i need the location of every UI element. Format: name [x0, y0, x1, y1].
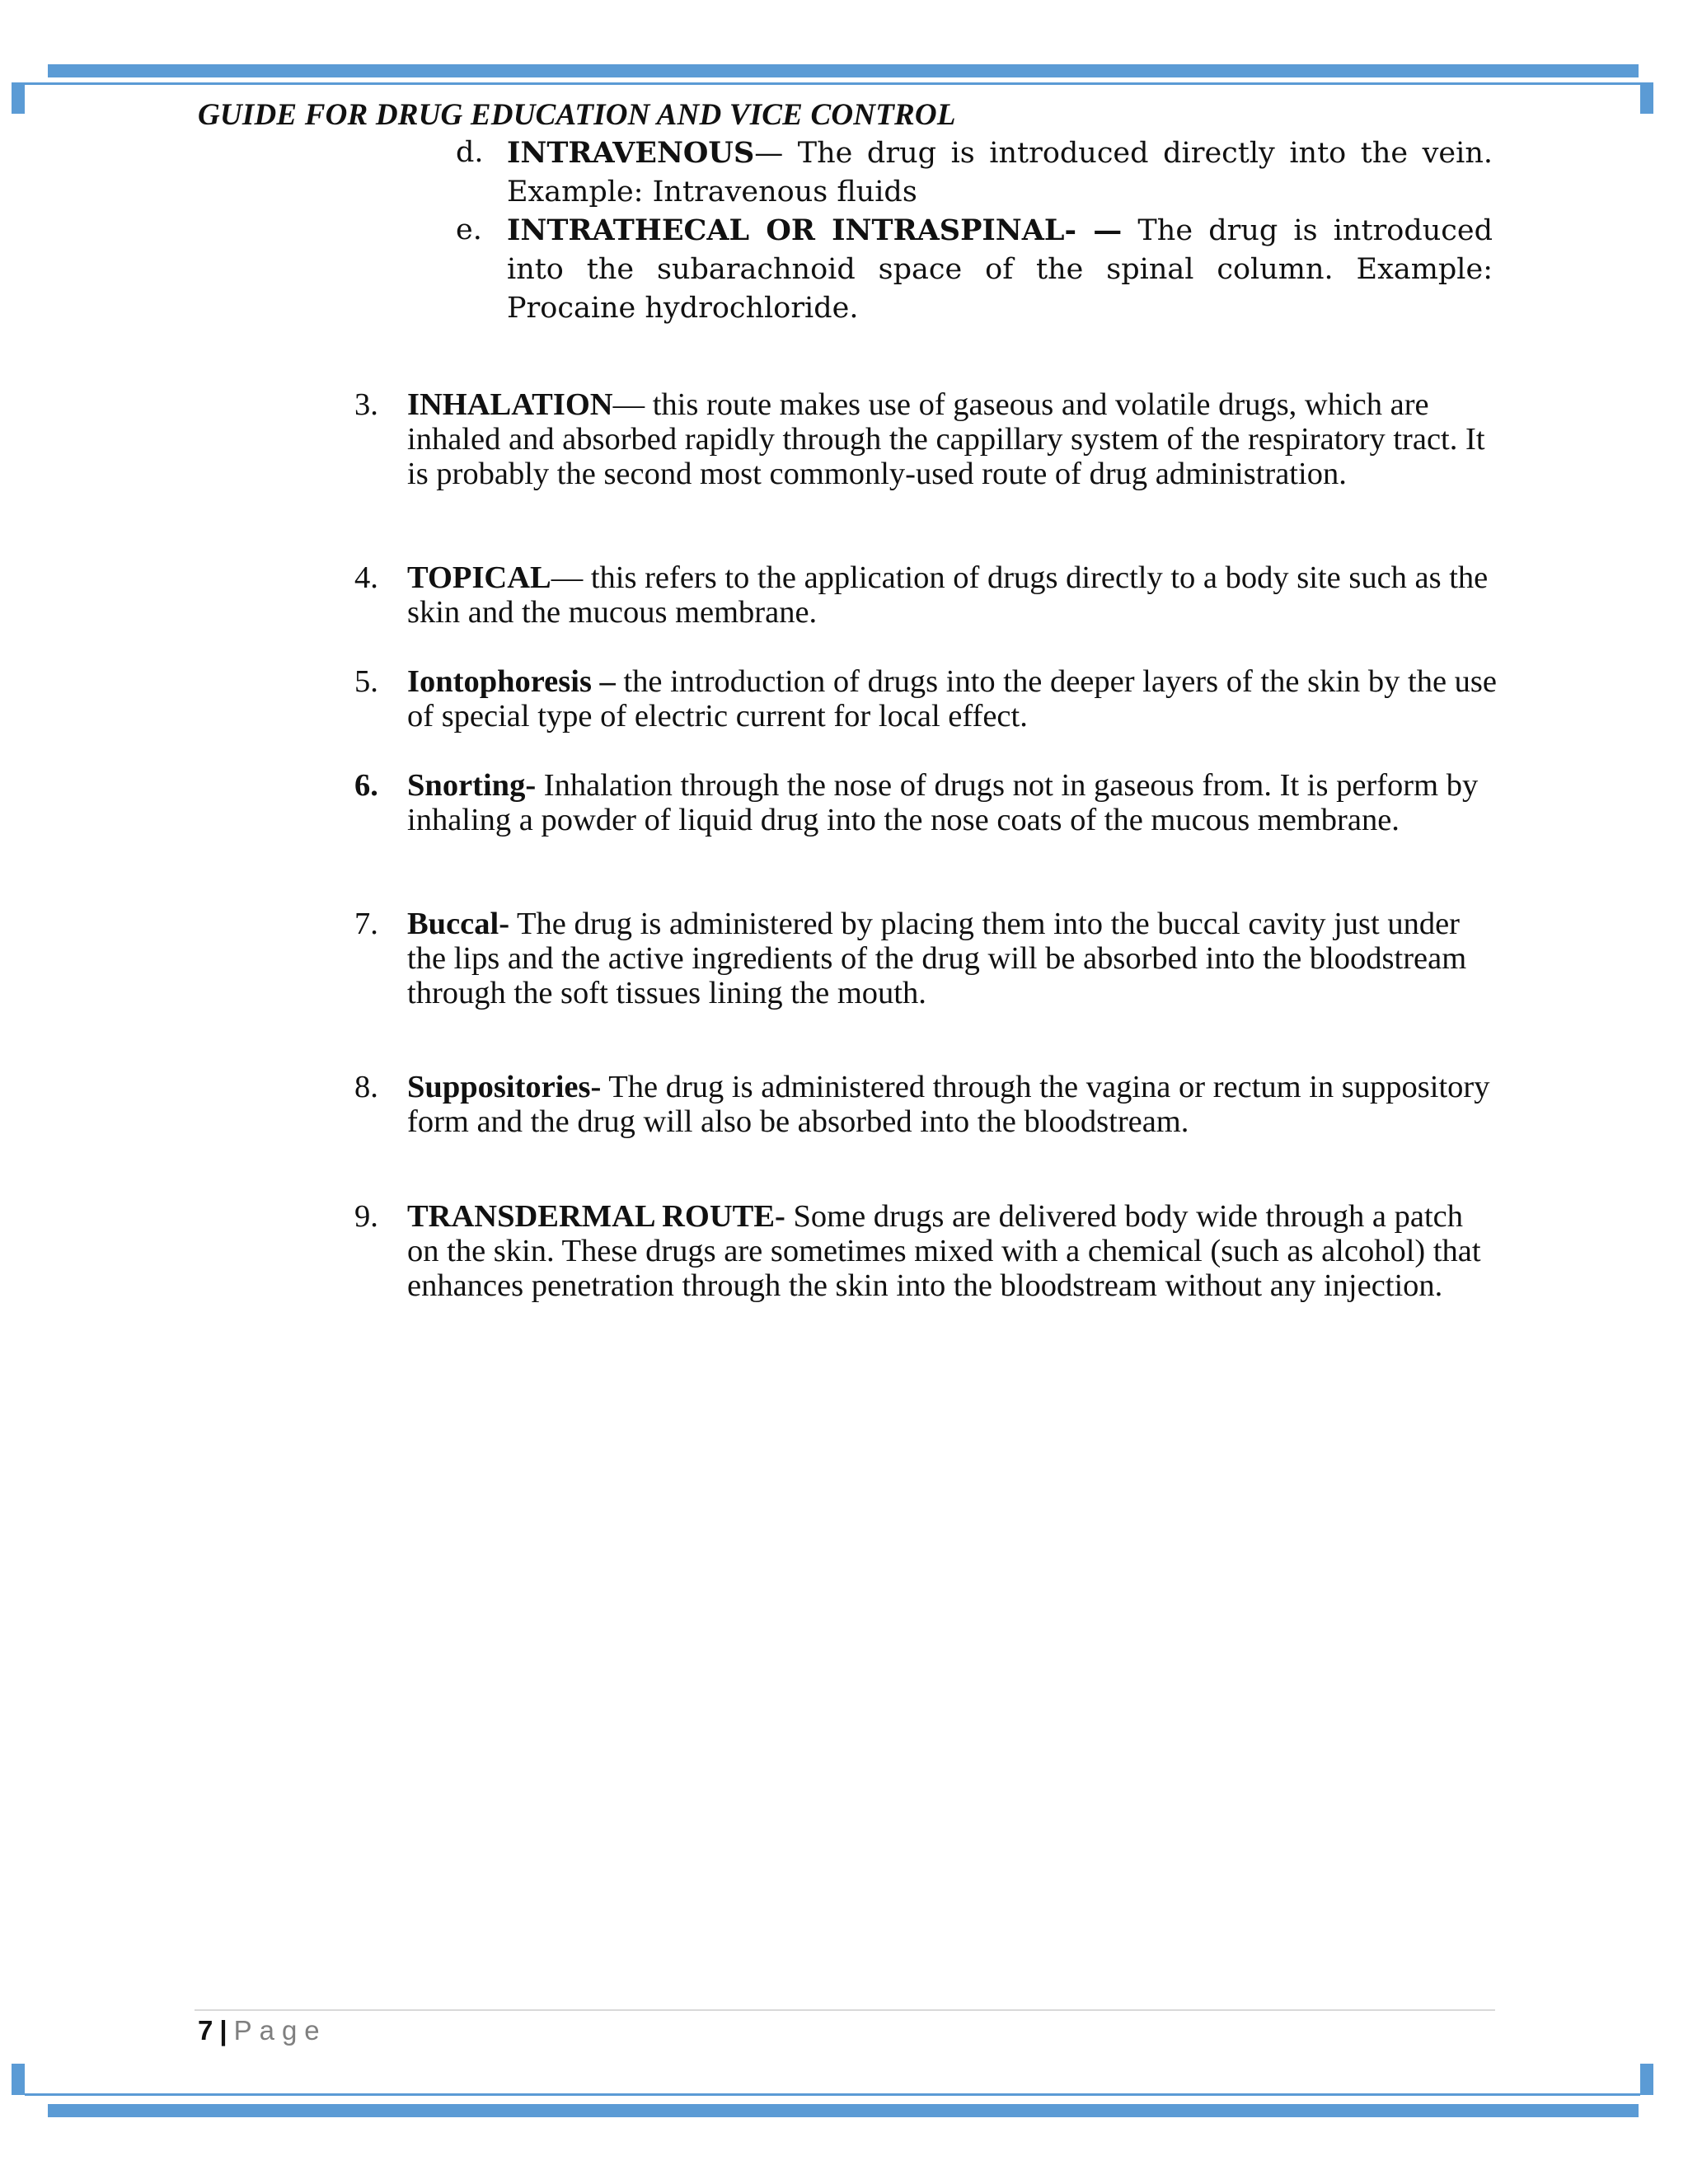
top-border-line: [25, 82, 1640, 85]
top-left-corner: [12, 82, 25, 114]
list-marker: e.: [456, 213, 482, 246]
list-number: 5.: [354, 664, 378, 699]
list-item: [456, 134, 1493, 212]
page-footer: [198, 2015, 327, 2046]
list-text: The drug is introduced into the subarachnoid space of the spinal column. Example: Procaine hydrochloride.: [507, 214, 1493, 325]
footer-divider: [195, 2009, 1495, 2011]
list-term: Suppositories-: [407, 1070, 602, 1104]
list-item: [354, 907, 1500, 1010]
list-marker: d.: [456, 136, 484, 169]
list-text: — The drug is introduced directly into the vein. Example: Intravenous fluids: [507, 137, 1493, 209]
list-text: — this refers to the application of drugs directly to a body site such as the skin and the mucous membrane.: [407, 560, 1489, 630]
list-term: INHALATION: [407, 387, 613, 422]
list-term: TOPICAL: [407, 560, 551, 595]
list-text: Inhalation through the nose of drugs not in gaseous from. It is perform by inhaling a powder of liquid drug into the nose coats of the mucous membrane.: [407, 768, 1479, 837]
list-number: 9.: [354, 1199, 378, 1234]
bottom-border-line: [25, 2093, 1640, 2096]
list-text: the introduction of drugs into the deeper layers of the skin by the use of special type of electric current for local effect.: [407, 664, 1497, 733]
bottom-border-band: [48, 2104, 1639, 2117]
page-label: Page: [233, 2015, 327, 2046]
list-number: 3.: [354, 387, 378, 422]
list-term: Snorting-: [407, 768, 537, 803]
list-term: TRANSDERMAL ROUTE-: [407, 1199, 785, 1234]
list-term: Buccal-: [407, 907, 510, 941]
list-term: Iontophoresis –: [407, 664, 616, 699]
list-text: The drug is administered by placing them into the buccal cavity just under the lips and the active ingredients of the drug will be absorbed into the bloodstream through the soft tissues lining the mouth.: [407, 907, 1467, 1010]
bottom-left-corner: [12, 2064, 25, 2095]
footer-separator: |: [219, 2015, 227, 2046]
page-number: 7: [198, 2015, 213, 2046]
top-right-corner: [1640, 82, 1653, 114]
list-term: INTRAVENOUS: [507, 136, 755, 170]
page-header: GUIDE FOR DRUG EDUCATION AND VICE CONTROL: [198, 98, 956, 132]
list-term: INTRATHECAL OR INTRASPINAL- —: [507, 213, 1123, 247]
list-number: 8.: [354, 1070, 378, 1104]
list-item: [354, 768, 1500, 837]
list-number: 7.: [354, 907, 378, 941]
list-item: [354, 664, 1500, 733]
list-item: [456, 211, 1493, 328]
list-item: [354, 1070, 1500, 1139]
list-number: 4.: [354, 560, 378, 595]
list-number: 6.: [354, 768, 378, 803]
list-text: The drug is administered through the vagina or rectum in suppository form and the drug will also be absorbed into the bloodstream.: [407, 1070, 1490, 1139]
top-border-band: [48, 64, 1639, 77]
list-item: [354, 560, 1500, 630]
list-item: [354, 1199, 1500, 1303]
list-text: — this route makes use of gaseous and volatile drugs, which are inhaled and absorbed rapidly through the cappillary system of the respiratory tract. It is probably the second most commonly-used route of drug administration.: [407, 387, 1485, 491]
bottom-right-corner: [1640, 2064, 1653, 2095]
list-text: Some drugs are delivered body wide through a patch on the skin. These drugs are sometimes mixed with a chemical (such as alcohol) that enhances penetration through the skin into the bloodstream without any injection.: [407, 1199, 1481, 1303]
list-item: [354, 387, 1500, 491]
